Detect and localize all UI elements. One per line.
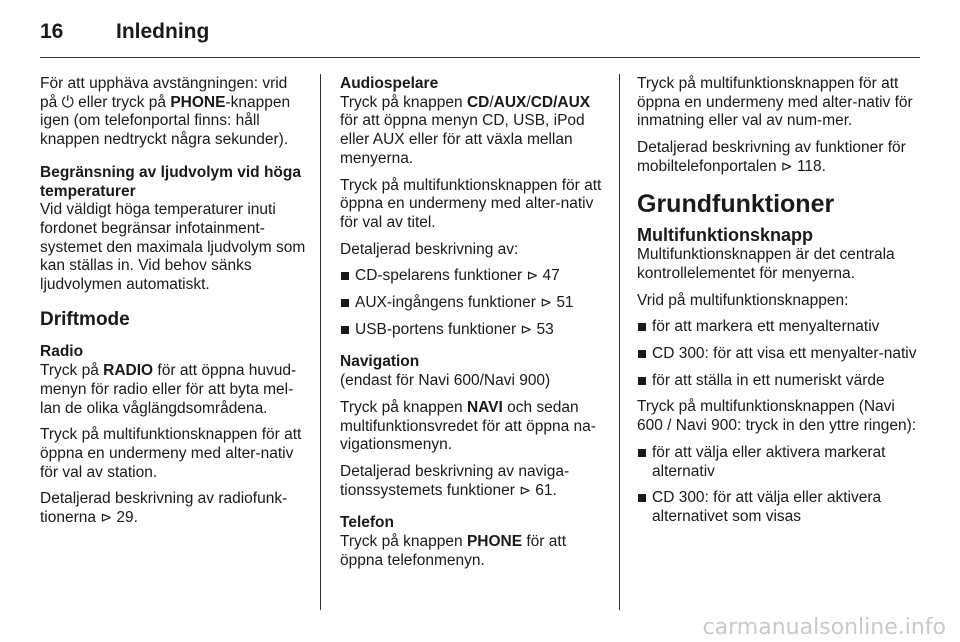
list-item: CD 300: för att välja eller aktivera alternativet som visas [637, 489, 920, 526]
volume-paragraph: Vid väldigt höga temperaturer inuti fordonet begränsar infotainment-systemet den maximala ljudvolym som kan ställas in. Vid behov sänks ljudvolymen automatiskt. [40, 201, 306, 294]
audio-paragraph: Tryck på knappen CD/AUX/CD/AUX för att öppna menyn CD, USB, iPod eller AUX eller för att växla mellan menyerna. [340, 93, 591, 167]
reference-arrow-icon: ⊳ [520, 321, 533, 338]
column-left [40, 75, 308, 536]
phone-submenu-paragraph: Tryck på multifunktionsknappen för att öppna en undermeny med alter-nativ för inmatning eller val av num-mer. [637, 75, 913, 130]
header-rule [40, 57, 920, 58]
page-reference: 47 [542, 267, 560, 285]
list-item: USB-portens funktioner ⊳ 53 [340, 321, 608, 340]
list-item: för att välja eller aktivera markerat alternativ [637, 444, 920, 481]
list-item: CD 300: för att visa ett menyalter-nativ [637, 345, 920, 364]
power-icon: ⏻ [61, 93, 74, 111]
turn-instruction: Vrid på multifunktionsknappen: [637, 291, 849, 309]
column-divider [320, 74, 321, 610]
list-item: för att markera ett menyalternativ [637, 318, 920, 337]
audio-detail-paragraph: Detaljerad beskrivning av: [340, 240, 519, 258]
phone-heading: Telefon [340, 514, 394, 532]
list-item: AUX-ingångens funktioner ⊳ 51 [340, 294, 608, 313]
reference-arrow-icon: ⊳ [526, 268, 539, 285]
phone-paragraph: Tryck på knappen PHONE för att öppna telefonmenyn. [340, 533, 566, 569]
reference-arrow-icon: ⊳ [100, 510, 113, 527]
radio-submenu-paragraph: Tryck på multifunktionsknappen för att öppna en undermeny med alter-nativ för val av station. [40, 426, 302, 481]
column-middle [340, 75, 608, 578]
audio-function-list [340, 267, 608, 339]
multifunction-heading: Multifunktionsknapp [637, 225, 813, 246]
reference-arrow-icon: ⊳ [519, 482, 531, 499]
turn-list [637, 318, 920, 390]
page-reference: 61. [535, 481, 557, 499]
page-header [40, 18, 920, 58]
page-reference: 118. [796, 157, 826, 175]
multifunction-intro: Multifunktionsknappen är det centrala kontrollelementet för menyerna. [637, 246, 895, 282]
volume-heading: Begränsning av ljudvolym vid höga temperaturer [40, 163, 301, 200]
unmute-paragraph: För att upphäva avstängningen: vrid på ⏻ eller tryck på PHONE-knappen igen (om telefonportal finns: håll knappen nedtryckt några sekunder). [40, 75, 291, 149]
reference-arrow-icon: ⊳ [540, 295, 552, 312]
section-heading: Grundfunktioner [637, 189, 835, 218]
list-item: CD-spelarens funktioner ⊳ 47 [340, 267, 608, 286]
phone-reference-paragraph: Detaljerad beskrivning av funktioner för mobiltelefonportalen ⊳ 118. [637, 139, 906, 175]
driftmode-heading: Driftmode [40, 308, 130, 330]
navigation-availability: (endast för Navi 600/Navi 900) [340, 372, 551, 390]
watermark: carmanualsonline.info [702, 615, 946, 640]
page-title: Inledning [116, 20, 210, 43]
press-instruction: Tryck på multifunktionsknappen (Navi 600 / Navi 900: tryck in den yttre ringen): [637, 398, 917, 435]
press-list [637, 444, 920, 527]
list-item: för att ställa in ett numeriskt värde [637, 372, 920, 391]
radio-reference-paragraph: Detaljerad beskrivning av radiofunk-tionerna ⊳ 29. [40, 490, 288, 527]
page-number: 16 [40, 20, 64, 43]
radio-paragraph: Tryck på RADIO för att öppna huvud-menyn för radio eller för att byta mel-lan de olika våglängdsområdena. [40, 362, 297, 417]
page-reference: 51 [556, 294, 574, 312]
column-right [637, 75, 920, 535]
audio-submenu-paragraph: Tryck på multifunktionsknappen för att öppna en undermeny med alter-nativ för val av titel. [340, 176, 602, 231]
page-reference: 53 [536, 320, 554, 338]
radio-heading: Radio [40, 343, 84, 361]
navigation-paragraph: Tryck på knappen NAVI och sedan multifunktionsvredet för att öppna na-vigationsmenyn. [340, 398, 596, 454]
audio-heading: Audiospelare [340, 75, 439, 92]
navigation-heading: Navigation [340, 353, 420, 371]
page-reference: 29. [116, 509, 138, 527]
reference-arrow-icon: ⊳ [780, 158, 793, 175]
navigation-reference-paragraph: Detaljerad beskrivning av naviga-tionssystemets funktioner ⊳ 61. [340, 462, 570, 499]
column-divider [619, 74, 620, 610]
